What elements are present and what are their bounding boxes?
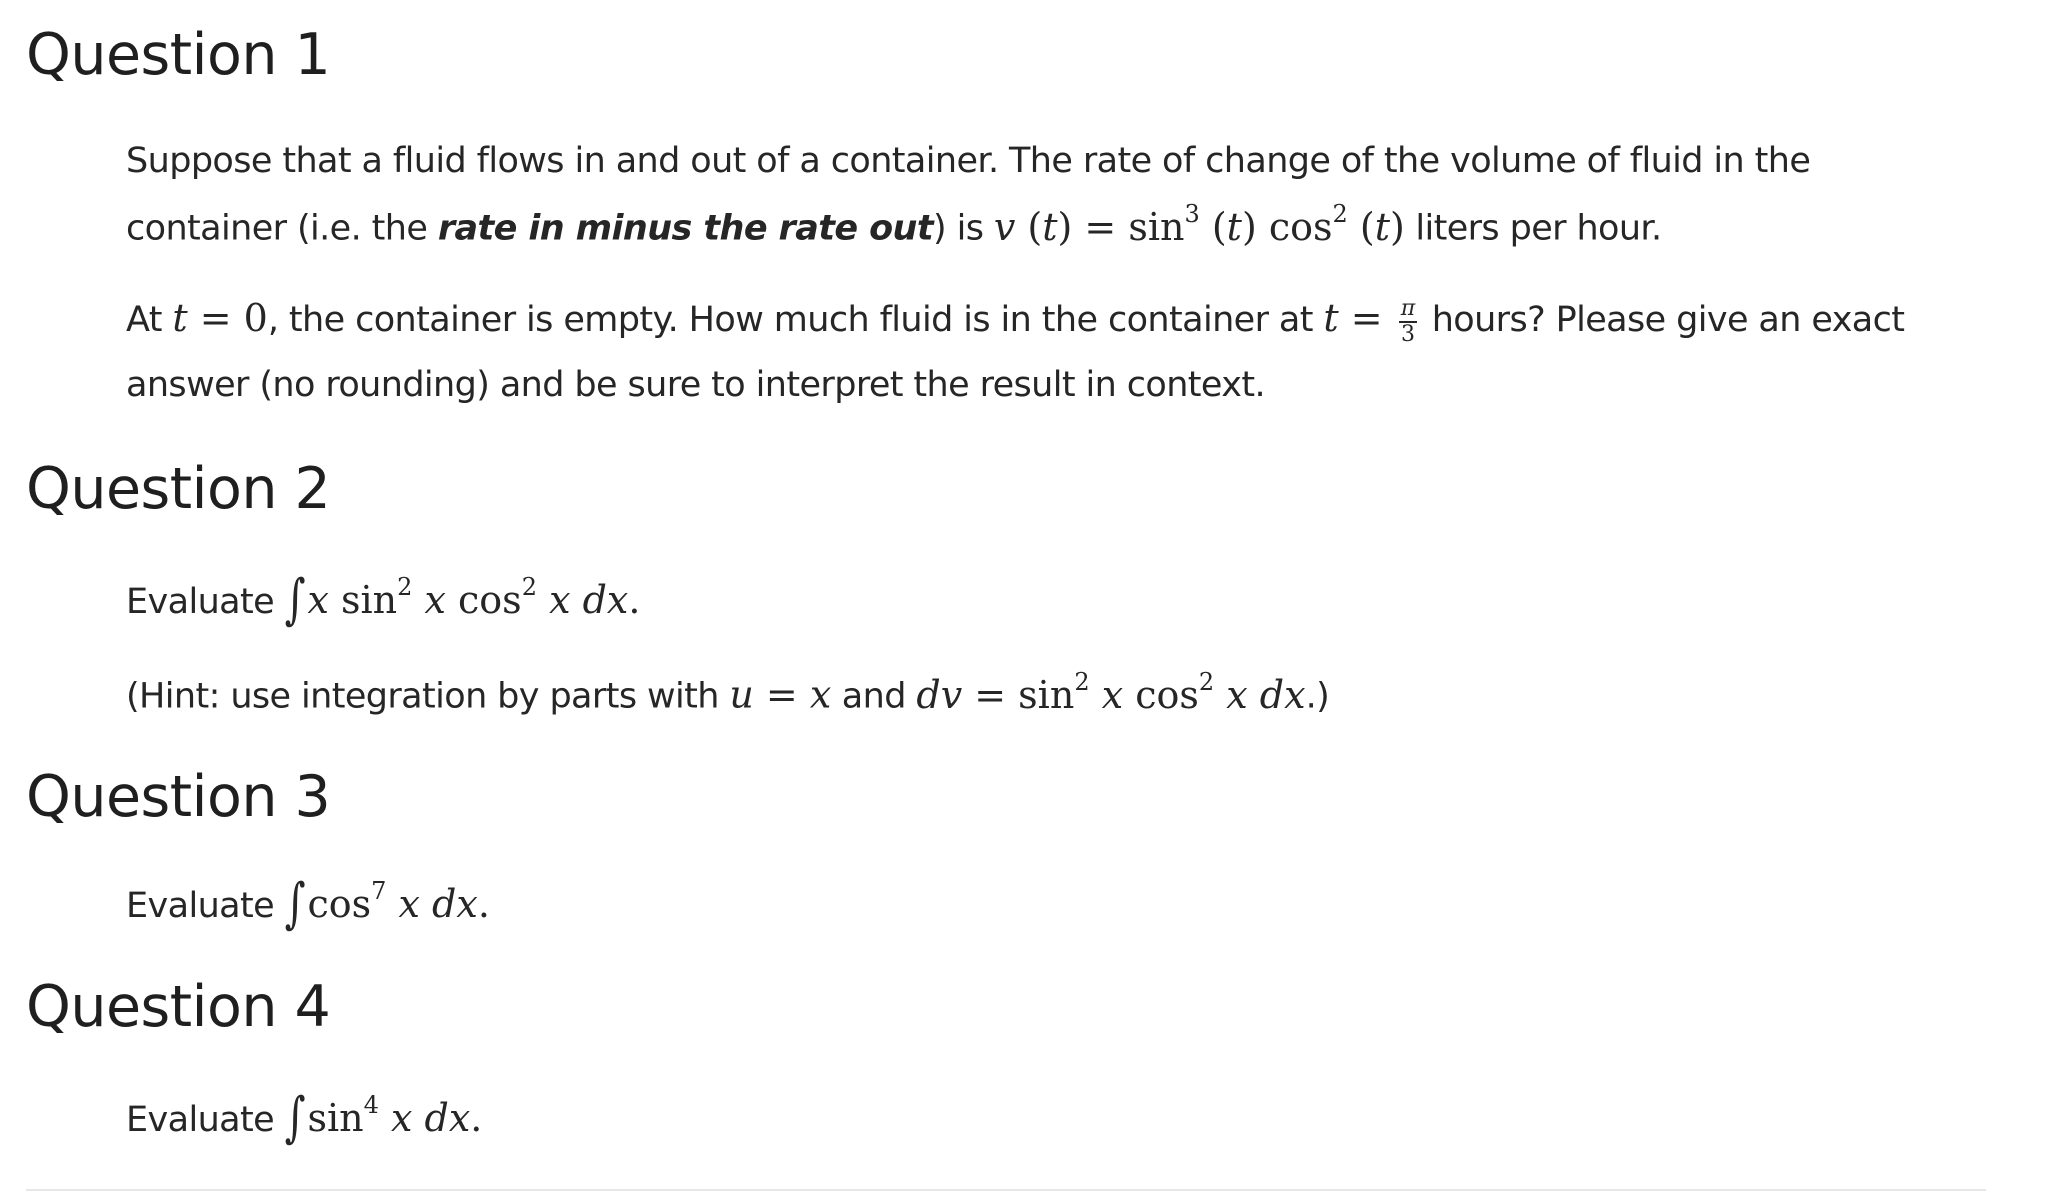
question-4-heading: Question 4: [26, 974, 331, 1040]
question-3-integral-formula: $\int\cos^7$ x dx.: [284, 872, 490, 936]
question-4-prompt: [126, 1086, 483, 1150]
question-1-text: answer (no rounding) and be sure to interpret the result in context.: [126, 365, 1265, 405]
question-2-hint-text: (Hint: use integration by parts with: [126, 676, 730, 717]
rate-function-formula: v $(t) = \sin^3 (t)$ $\cos^2 (t)$: [993, 200, 1405, 249]
question-1-paragraph-line-1: [126, 140, 1810, 182]
question-1-text: At: [126, 300, 173, 340]
question-2-heading: Question 2: [26, 456, 331, 522]
question-2-text: Evaluate: [126, 582, 285, 622]
question-2-prompt: [126, 568, 641, 632]
question-1-text: liters per hour.: [1404, 208, 1662, 249]
question-4-text: Evaluate: [126, 1100, 285, 1140]
question-1-text: , the container is empty. How much fluid is in the container at: [267, 300, 1324, 340]
question-1-text: hours? Please give an exact: [1421, 300, 1905, 340]
question-1-text: container (i.e. the: [126, 208, 438, 249]
question-2-integral-formula: ∫x $\sin^2 x$ $\cos^2 x$ dx.: [284, 568, 641, 632]
question-3-text: Evaluate: [126, 886, 285, 926]
question-1-paragraph-2-line-1: [126, 296, 1904, 346]
question-1-text: Suppose that a fluid flows in and out of a container. The rate of change of the volume of fluid in the: [126, 141, 1811, 181]
question-3-heading: Question 3: [26, 764, 331, 830]
question-4-integral-formula: $\int\sin^4$ x dx.: [284, 1086, 483, 1150]
divider: [26, 1189, 1986, 1191]
question-2-hint: [126, 668, 1330, 718]
hint-dv-formula: dv = $\sin^2 x$ $\cos^2 x$ dx: [916, 668, 1306, 717]
hint-u-formula: u = x: [729, 672, 832, 717]
pi-over-three-fraction: $\frac{\pi}{3}$: [1400, 296, 1416, 347]
target-time-formula: t = $\frac{\pi}{3}$: [1323, 296, 1416, 347]
question-2-hint-text: .): [1305, 676, 1330, 717]
question-1-text: ) is: [932, 208, 994, 249]
question-1-paragraph-2-line-2: [126, 364, 1265, 406]
initial-time-formula: t = 0: [172, 296, 268, 340]
question-1-paragraph-line-2: [126, 200, 1662, 250]
question-1-heading: Question 1: [26, 22, 331, 88]
question-3-prompt: [126, 872, 490, 936]
question-1-emphasis: rate in minus the rate out: [437, 208, 933, 249]
question-2-hint-text: and: [831, 676, 917, 717]
